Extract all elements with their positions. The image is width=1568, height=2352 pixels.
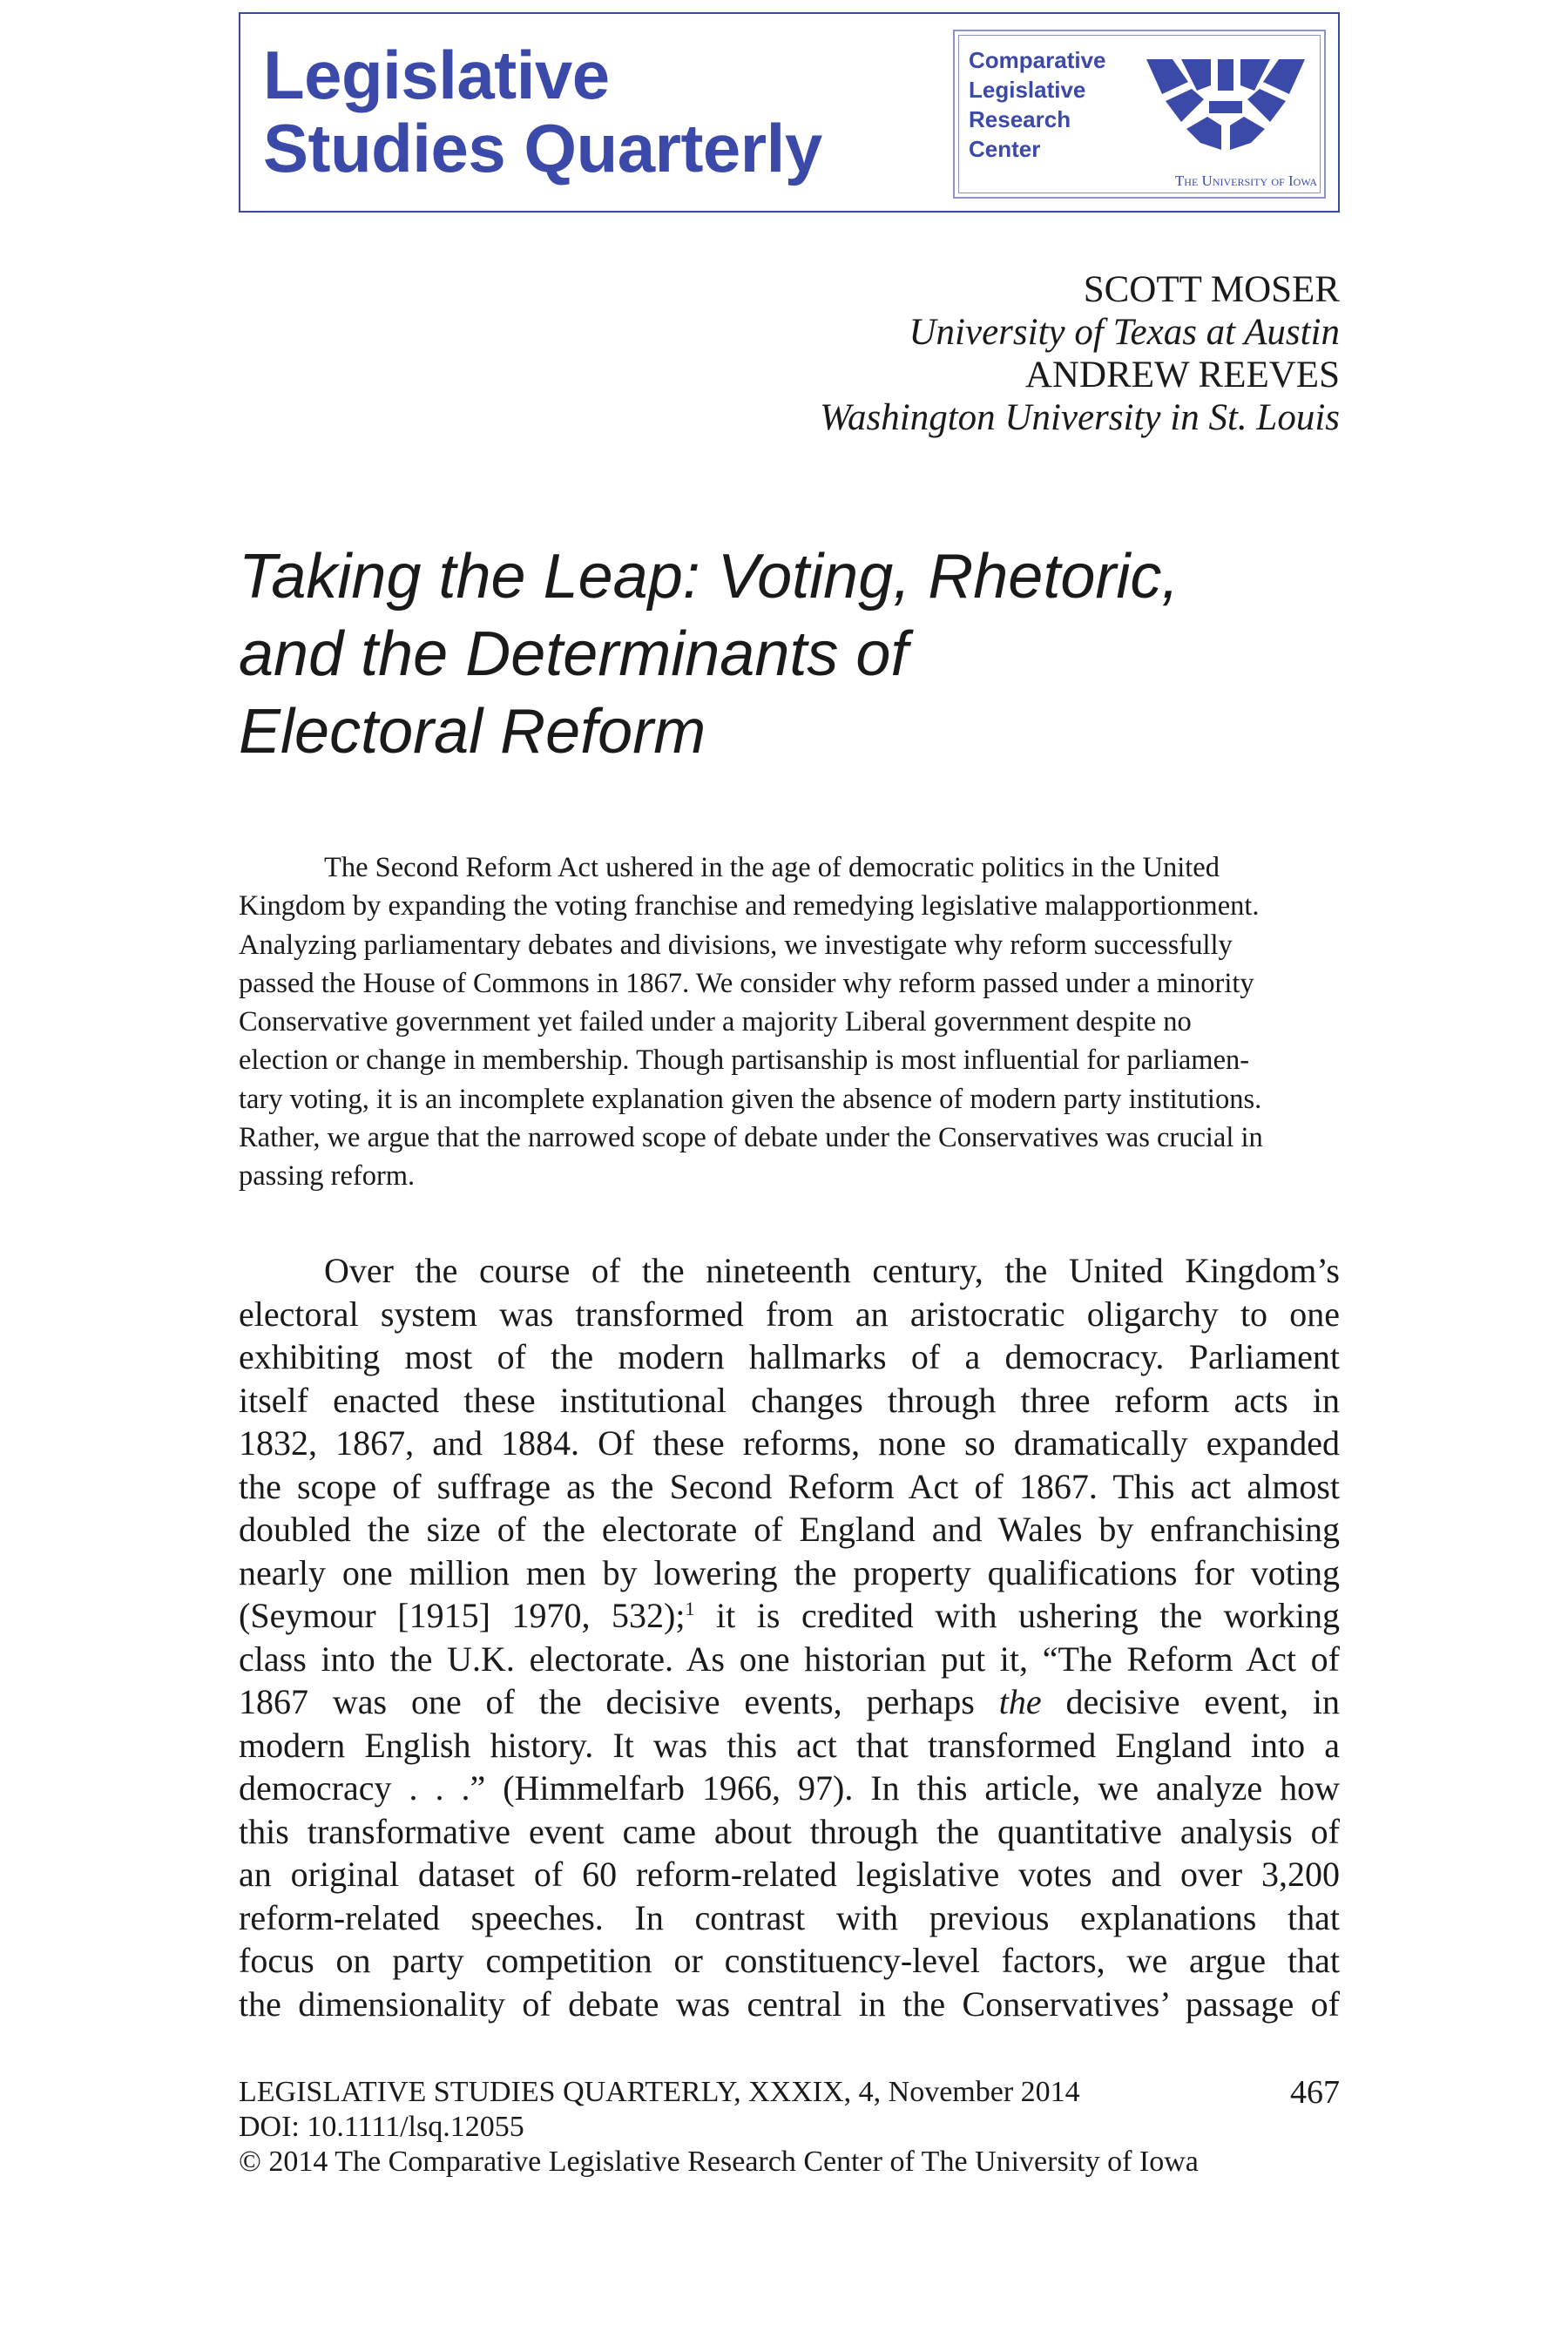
body-line	[239, 1680, 1340, 1724]
body-line: this transformative event came about through the quantitative analysis of	[239, 1811, 1340, 1851]
body-line: focus on party competition or constituency-level factors, we argue that	[239, 1941, 1340, 1980]
body-line: 1832, 1867, and 1884. Of these reforms, none so dramatically expanded	[239, 1423, 1340, 1463]
abstract-line: Analyzing parliamentary debates and divisions, we investigate why reform successfully	[239, 929, 1233, 961]
page-number: 467	[1290, 2074, 1340, 2111]
body-line: itself enacted these institutional changes through three reform acts in	[239, 1380, 1340, 1420]
author-affiliation: University of Texas at Austin	[909, 312, 1340, 353]
body-line: Over the course of the nineteenth century, the United Kingdom’s	[324, 1251, 1340, 1290]
journal-title	[263, 38, 822, 185]
body-line: electoral system was transformed from an aristocratic oligarchy to one	[239, 1294, 1340, 1334]
body-line: class into the U.K. electorate. As one historian put it, “The Reform Act of	[239, 1639, 1340, 1679]
body-line-text: it is credited with ushering the working	[694, 1596, 1340, 1635]
author-affiliation: Washington University in St. Louis	[820, 397, 1340, 438]
research-center-badge	[953, 30, 1326, 199]
body-line-text: 1867 was one of the decisive events, perhaps	[239, 1682, 999, 1721]
article-title	[239, 538, 1371, 771]
journal-reference: LEGISLATIVE STUDIES QUARTERLY, XXXIX, 4, November 2014	[239, 2076, 1080, 2108]
iowa-capitol-logo-icon	[1146, 59, 1305, 159]
journal-reference-row	[239, 2075, 1340, 2110]
author-name: SCOTT MOSER	[1083, 269, 1340, 310]
abstract-line: election or change in membership. Though partisanship is most influential for parliamen-	[239, 1044, 1250, 1077]
title-line: and the Determinants of	[239, 619, 909, 689]
center-name-line4: Center	[969, 136, 1041, 162]
center-name-line1: Comparative	[969, 47, 1106, 73]
body-line-text: decisive event, in	[1041, 1682, 1340, 1721]
body-line: exhibiting most of the modern hallmarks of a democracy. Parliament	[239, 1337, 1340, 1376]
university-name: The University of Iowa	[1174, 172, 1317, 189]
page-footer	[239, 2075, 1340, 2180]
research-center-name	[969, 45, 1106, 164]
emphasis-word: the	[998, 1682, 1042, 1721]
body-line: democracy . . .” (Himmelfarb 1966, 97). In this article, we analyze how	[239, 1768, 1340, 1808]
journal-title-line1: Legislative	[263, 37, 610, 113]
doi-link[interactable]: DOI: 10.1111/lsq.12055	[239, 2111, 524, 2143]
body-line: the scope of suffrage as the Second Reform Act of 1867. This act almost	[239, 1466, 1340, 1506]
abstract-line: The Second Reform Act ushered in the age of democratic politics in the United	[324, 852, 1220, 883]
body-line: nearly one million men by lowering the property qualifications for voting	[239, 1552, 1340, 1592]
center-name-line2: Legislative	[969, 77, 1086, 103]
body-line	[239, 1594, 1340, 1638]
copyright-notice: © 2014 The Comparative Legislative Research Center of The University of Iowa	[239, 2146, 1199, 2178]
journal-masthead	[239, 12, 1340, 213]
body-line: modern English history. It was this act that transformed England into a	[239, 1725, 1340, 1765]
body-paragraph	[239, 1249, 1340, 2025]
title-line: Taking the Leap: Voting, Rhetoric,	[239, 542, 1179, 612]
abstract-line: tary voting, it is an incomplete explanation given the absence of modern party institutions.	[239, 1083, 1262, 1115]
abstract-line: passing reform.	[239, 1160, 416, 1193]
body-line: the dimensionality of debate was central in the Conservatives’ passage of	[239, 1984, 1340, 2024]
abstract-line: Conservative government yet failed under a majority Liberal government despite no	[239, 1006, 1192, 1038]
author-name: ANDREW REEVES	[1024, 355, 1340, 395]
body-line: reform-related speeches. In contrast with previous explanations that	[239, 1897, 1340, 1937]
abstract-line: passed the House of Commons in 1867. We consider why reform passed under a minority	[239, 967, 1254, 999]
abstract	[239, 848, 1340, 1196]
footnote-marker[interactable]: 1	[685, 1598, 695, 1619]
abstract-line: Rather, we argue that the narrowed scope of debate under the Conservatives was crucial in	[239, 1122, 1263, 1154]
body-line: an original dataset of 60 reform-related legislative votes and over 3,200	[239, 1855, 1340, 1894]
title-line: Electoral Reform	[239, 697, 706, 767]
journal-title-line2: Studies Quarterly	[263, 110, 822, 186]
body-line: doubled the size of the electorate of England and Wales by enfranchising	[239, 1510, 1340, 1549]
center-name-line3: Research	[969, 106, 1071, 132]
author-block	[820, 268, 1340, 439]
citation-text: (Seymour [1915] 1970, 532);	[239, 1596, 686, 1635]
abstract-line: Kingdom by expanding the voting franchise and remedying legislative malapportionment.	[239, 890, 1260, 923]
